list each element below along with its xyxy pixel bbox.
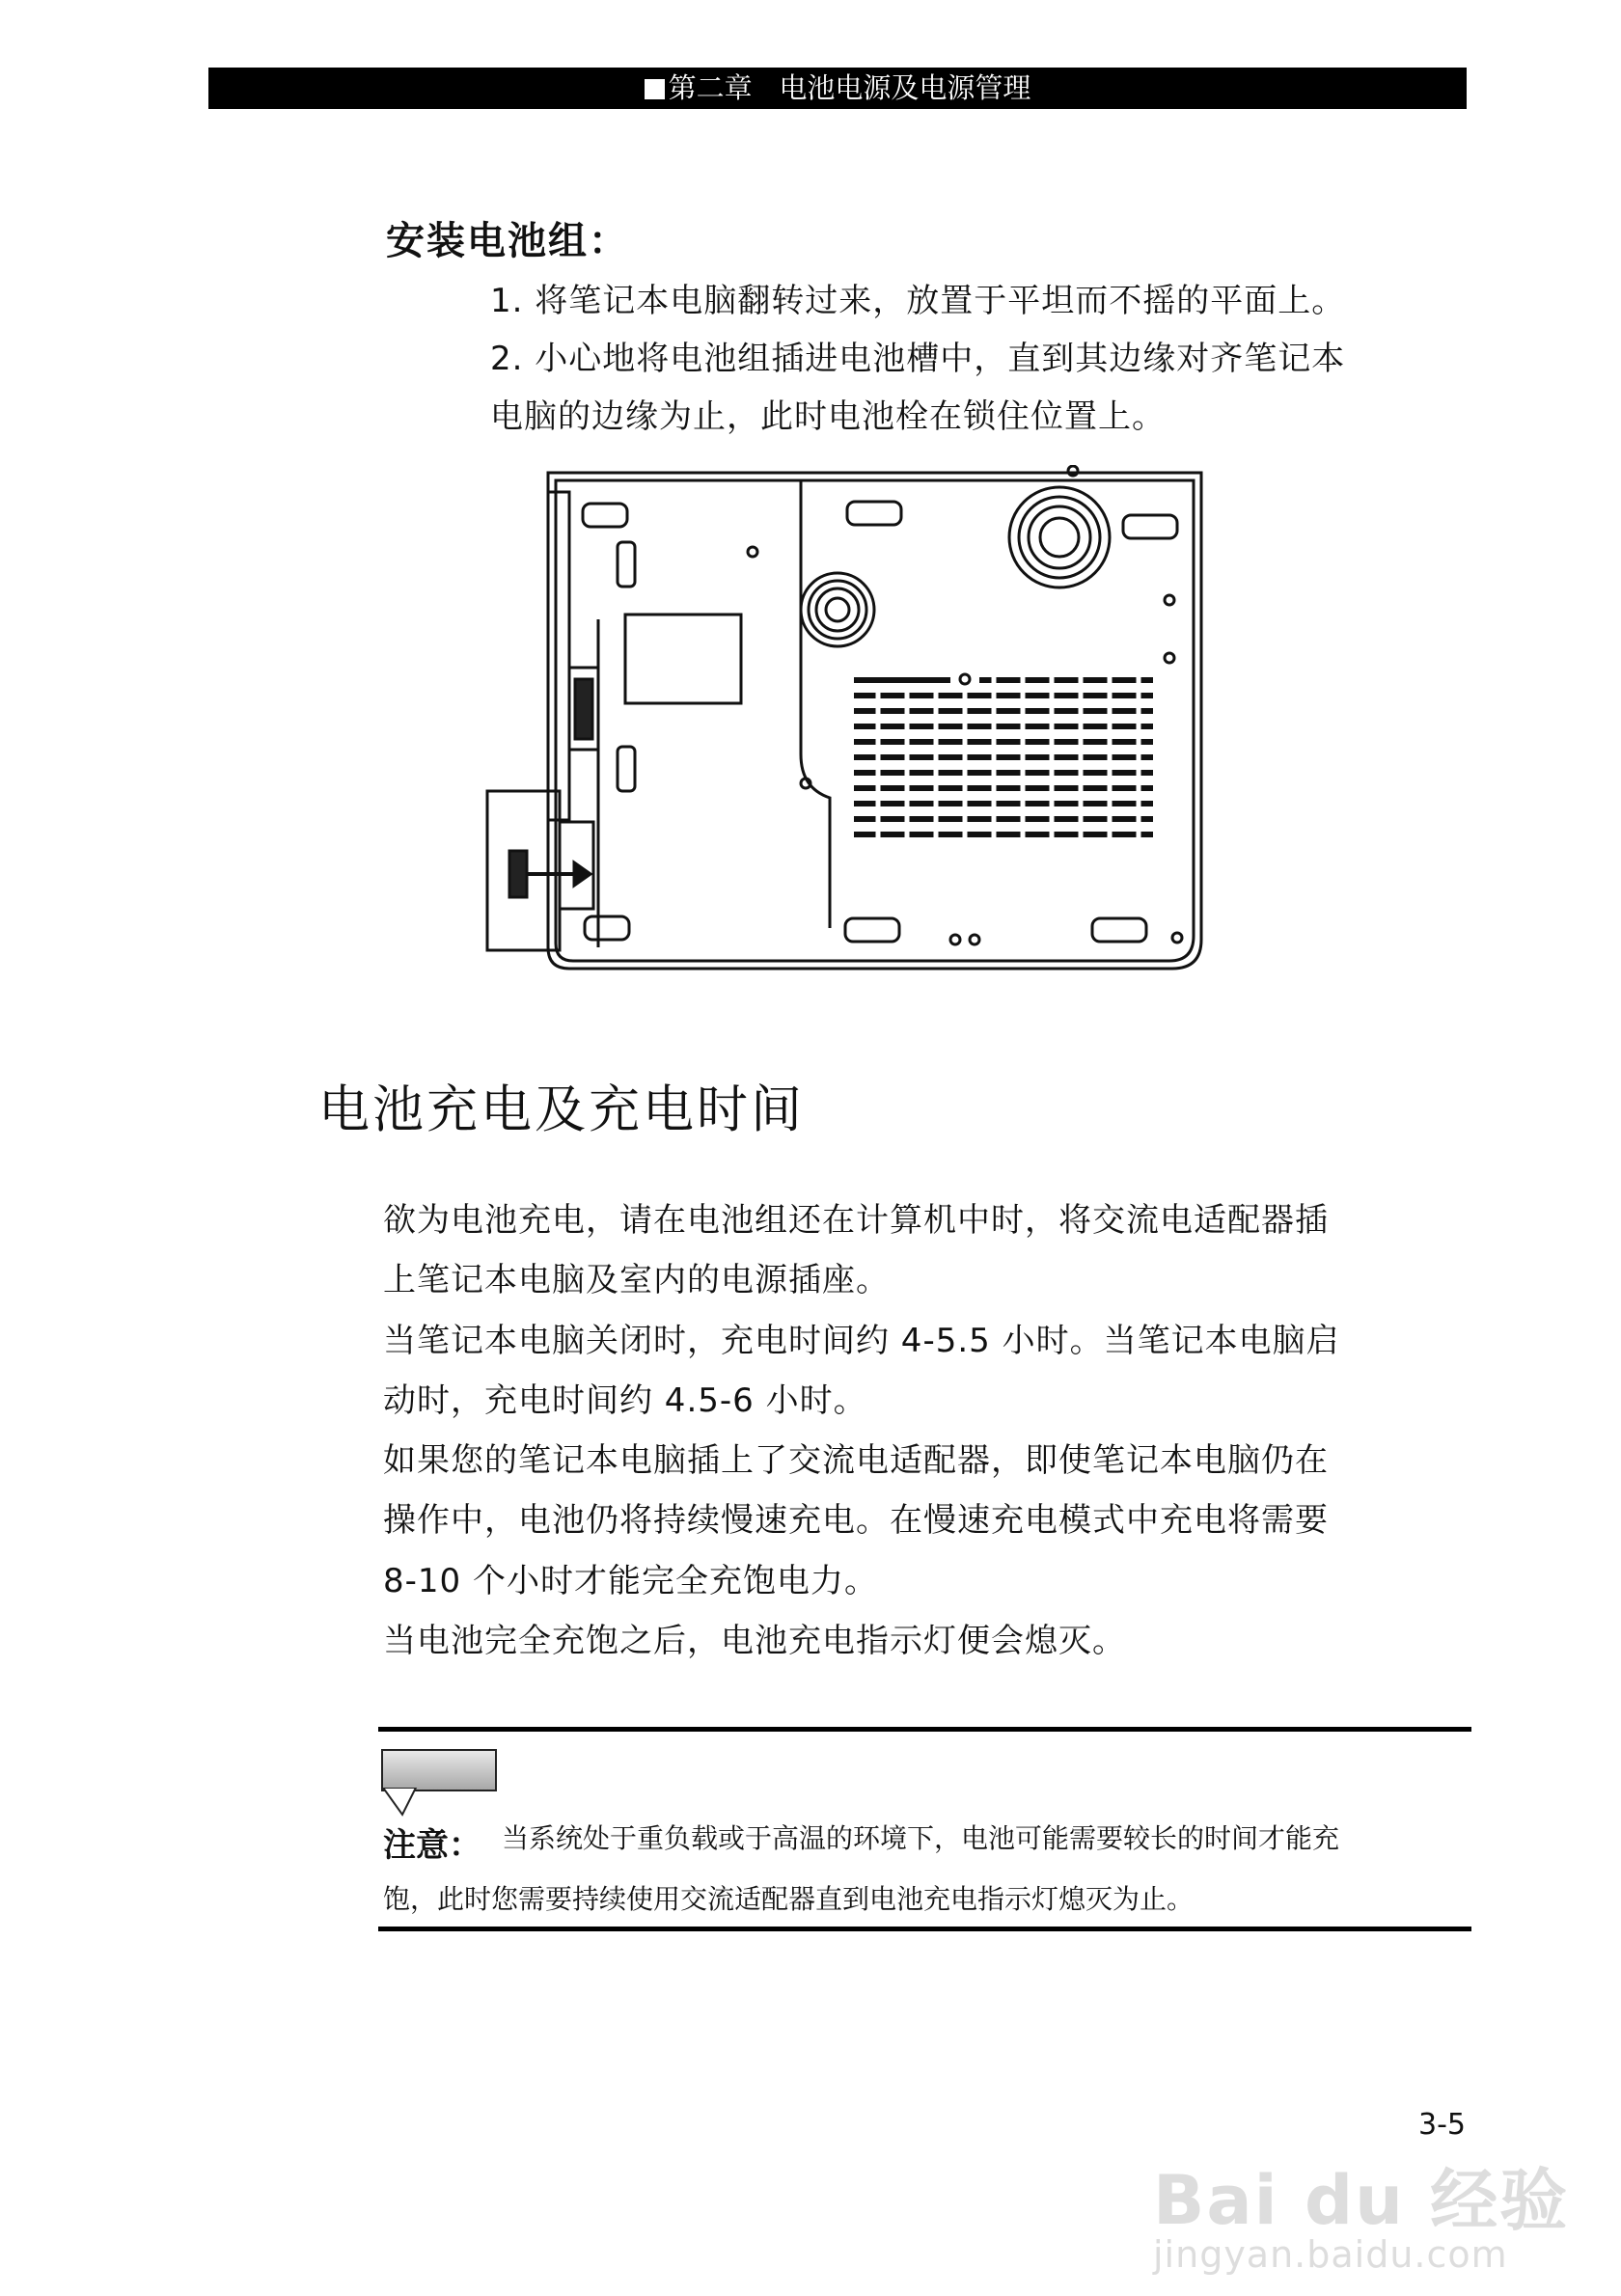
chapter-header-bar xyxy=(208,68,1467,109)
install-step-2-line-2: 电脑的边缘为止，此时电池栓在锁住位置上。 xyxy=(490,397,1166,436)
note-callout-icon xyxy=(381,1749,497,1791)
note-text-line-1: 当系统处于重负载或于高温的环境下，电池可能需要较长的时间才能充 xyxy=(502,1822,1340,1854)
charging-line-3: 当笔记本电脑关闭时，充电时间约 4-5.5 小时。当笔记本电脑启 xyxy=(383,1322,1340,1360)
install-heading: 安装电池组： xyxy=(386,219,629,263)
charging-line-1: 欲为电池充电，请在电池组还在计算机中时，将交流电适配器插 xyxy=(383,1201,1329,1240)
note-callout-tail-icon xyxy=(381,1788,420,1817)
chapter-title: 电池电源及电源管理 xyxy=(779,71,1031,104)
square-bullet-icon xyxy=(645,79,665,99)
charging-line-4: 动时，充电时间约 4.5-6 小时。 xyxy=(383,1381,867,1420)
charging-line-5: 如果您的笔记本电脑插上了交流电适配器，即使笔记本电脑仍在 xyxy=(383,1441,1329,1480)
charging-heading: 电池充电及充电时间 xyxy=(318,1080,805,1139)
note-bottom-rule xyxy=(378,1927,1471,1931)
page-number: 3-5 xyxy=(1418,2108,1466,2142)
battery-installation-figure xyxy=(482,465,1206,976)
note-top-rule xyxy=(378,1727,1471,1732)
charging-line-8: 当电池完全充饱之后，电池充电指示灯便会熄灭。 xyxy=(383,1622,1126,1660)
note-text-line-2: 饱，此时您需要持续使用交流适配器直到电池充电指示灯熄灭为止。 xyxy=(383,1883,1195,1915)
charging-line-7: 8-10 个小时才能完全充饱电力。 xyxy=(383,1562,878,1600)
charging-line-2: 上笔记本电脑及室内的电源插座。 xyxy=(383,1261,890,1299)
install-step-2-line-1: 2. 小心地将电池组插进电池槽中，直到其边缘对齐笔记本 xyxy=(490,340,1346,378)
install-step-1: 1. 将笔记本电脑翻转过来，放置于平坦而不摇的平面上。 xyxy=(490,282,1346,320)
charging-line-6: 操作中，电池仍将持续慢速充电。在慢速充电模式中充电将需要 xyxy=(383,1501,1329,1540)
watermark-brand: Bai du 经验 xyxy=(1153,2161,1570,2240)
note-label: 注意： xyxy=(383,1826,481,1865)
chapter-number: 第二章 xyxy=(668,71,753,104)
watermark-url: jingyan.baidu.com xyxy=(1153,2233,1508,2276)
